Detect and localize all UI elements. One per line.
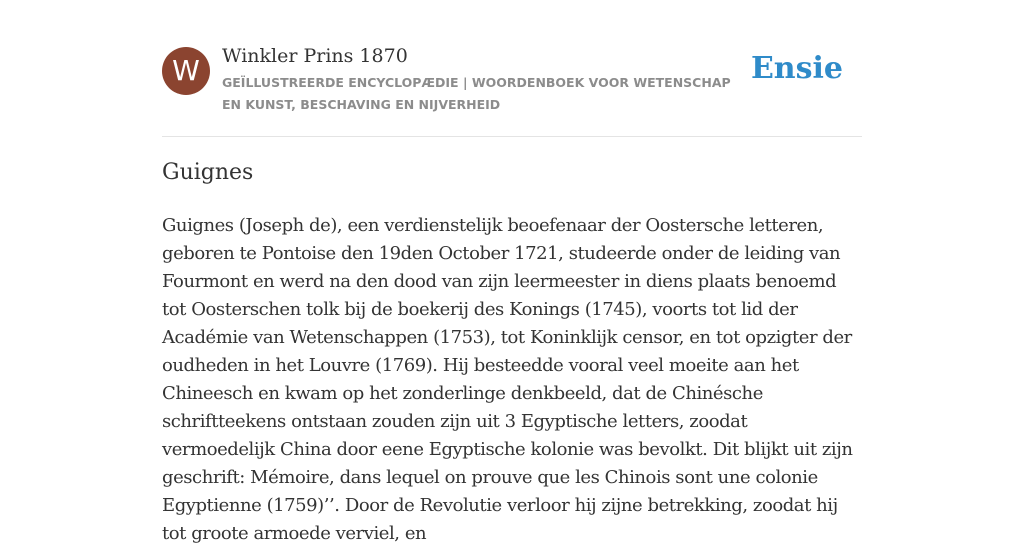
page (162, 0, 862, 544)
entry-title: Guignes (162, 160, 254, 185)
entry-body: Guignes (Joseph de), een verdienstelijk beoefenaar der Oostersche letteren, geboren te Pontoise den 19den October 1721, studeerde onder de leiding van Fourmont en werd na den dood van zijn leermeester in diens plaats benoemd tot Oosterschen tolk bij de boekerij des Konings (1745), voorts tot lid der Académie van Wetenschappen (1753), tot Koninklijk censor, en tot opzigter der oudheden in het Louvre (1769). Hij besteedde vooral veel moeite aan het Chineesch en kwam op het zonderlinge denkbeeld, dat de Chinésche schriftteekens ontstaan zouden zijn uit 3 Egyptische letters, zoodat vermoedelijk China door eene Egyptische kolonie was bevolkt. Dit blijkt uit zijn geschrift: Mémoire, dans lequel on prouve que les Chinois sont une colonie Egyptienne (1759)’’. Door de Revolutie verloor hij zijne betrekking, zoodat hij tot groote armoede verviel, en (162, 215, 853, 544)
source-subtitle: GEÏLLUSTREERDE ENCYCLOPÆDIE | WOORDENBOEK VOOR WETENSCHAP EN KUNST, BESCHAVING EN NIJVERHEID (222, 75, 731, 112)
source-avatar[interactable]: W (162, 47, 210, 95)
source-header (162, 0, 862, 137)
source-title[interactable]: Winkler Prins 1870 (222, 45, 408, 67)
brand-logo[interactable]: Ensie (750, 51, 843, 86)
